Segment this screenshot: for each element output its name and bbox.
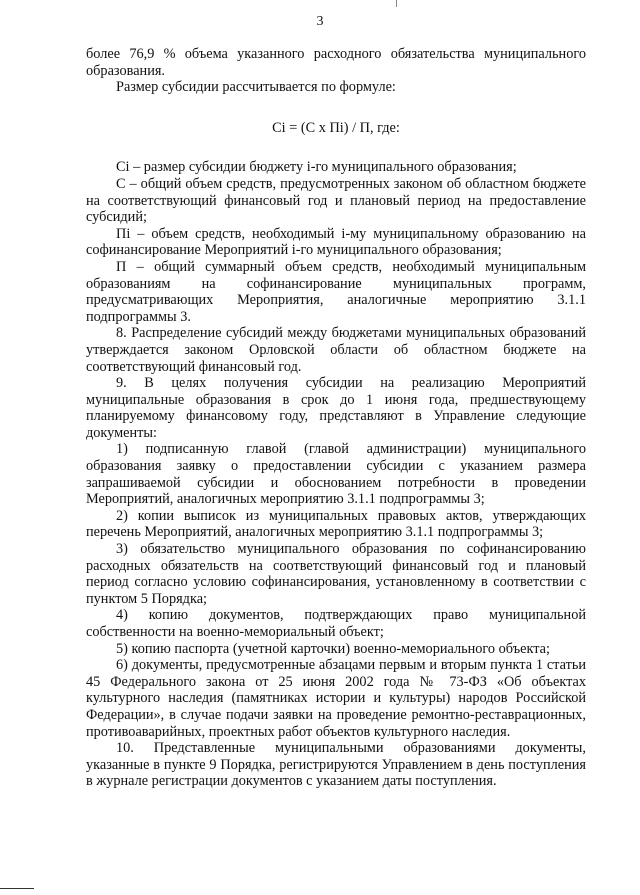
list-item-4: 4) копию документов, подтверждающих право муниципальной собственности на военно-мемориальный объект; xyxy=(86,607,586,640)
paragraph-item-9: 9. В целях получения субсидии на реализацию Мероприятий муниципальные образования в срок до 1 июня года, предшествующему планируемому финансовому году, представляют в Управление следующие документы: xyxy=(86,375,586,441)
paragraph-definition-pi: Пi – объем средств, необходимый i-му муниципальному образованию на софинансирование Мероприятий i-го муниципального образования; xyxy=(86,225,586,259)
paragraph-definition-p: П – общий суммарный объем средств, необходимый муниципальным образованиям на софинансирование муниципальных программ, предусматривающих Мероприятия, аналогичные мероприятию 3.1.1 подпрограммы 3. xyxy=(86,258,586,325)
list-item-6: 6) документы, предусмотренные абзацами первым и вторым пункта 1 статьи 45 Федерального закона от 25 июня 2002 года № 73-ФЗ «Об объектах культурного наследия (памятниках истории и культуры) народов Российской Федерации», в случае подачи заявки на проведение ремонтно-реставрационных, противоаварийных, проектных работ объектов культурного наследия. xyxy=(86,657,586,740)
paragraph-formula-intro: Размер субсидии рассчитывается по формуле: xyxy=(116,79,396,96)
list-item-3: 3) обязательство муниципального образования по софинансированию расходных обязательств на соответствующий финансовый год и плановый период согласно условию софинансирования, установленному в соответствии с пунктом 5 Порядка; xyxy=(86,541,586,607)
list-item-5: 5) копию паспорта (учетной карточки) военно-мемориального объекта; xyxy=(116,640,550,657)
paragraph-item-10: 10. Представленные муниципальными образованиями документы, указанные в пункте 9 Порядка, регистрируются Управлением в день поступления в журнале регистрации документов с указанием даты поступления. xyxy=(86,740,586,790)
paragraph-continuation: более 76,9 % объема указанного расходного обязательства муниципального образования. xyxy=(86,46,586,79)
page-number: 3 xyxy=(316,14,324,29)
scan-edge-mark xyxy=(0,888,34,889)
scan-mark xyxy=(396,0,397,7)
list-item-1: 1) подписанную главой (главой администрации) муниципального образования заявку о предоставлении субсидии с указанием размера запрашиваемой субсидии и обоснованием потребности в проведении Мероприятий, аналогичных мероприятию 3.1.1 подпрограммы 3; xyxy=(86,441,586,508)
document-body xyxy=(86,46,586,790)
paragraph-definition-c: С – общий объем средств, предусмотренных законом об областном бюджете на соответствующий финансовый год и плановый период на предоставление субсидий; xyxy=(86,175,586,226)
formula: Ci = (C x Пi) / П, где: xyxy=(272,119,400,136)
list-item-2: 2) копии выписок из муниципальных правовых актов, утверждающих перечень Мероприятий, аналогичных мероприятию 3.1.1 подпрограммы 3; xyxy=(86,507,586,541)
paragraph-item-8: 8. Распределение субсидий между бюджетами муниципальных образований утверждается законом Орловской области об областном бюджете на соответствующий финансовый год. xyxy=(86,325,586,375)
paragraph-definition-ci: Ci – размер субсидии бюджету i-го муниципального образования; xyxy=(116,159,517,176)
